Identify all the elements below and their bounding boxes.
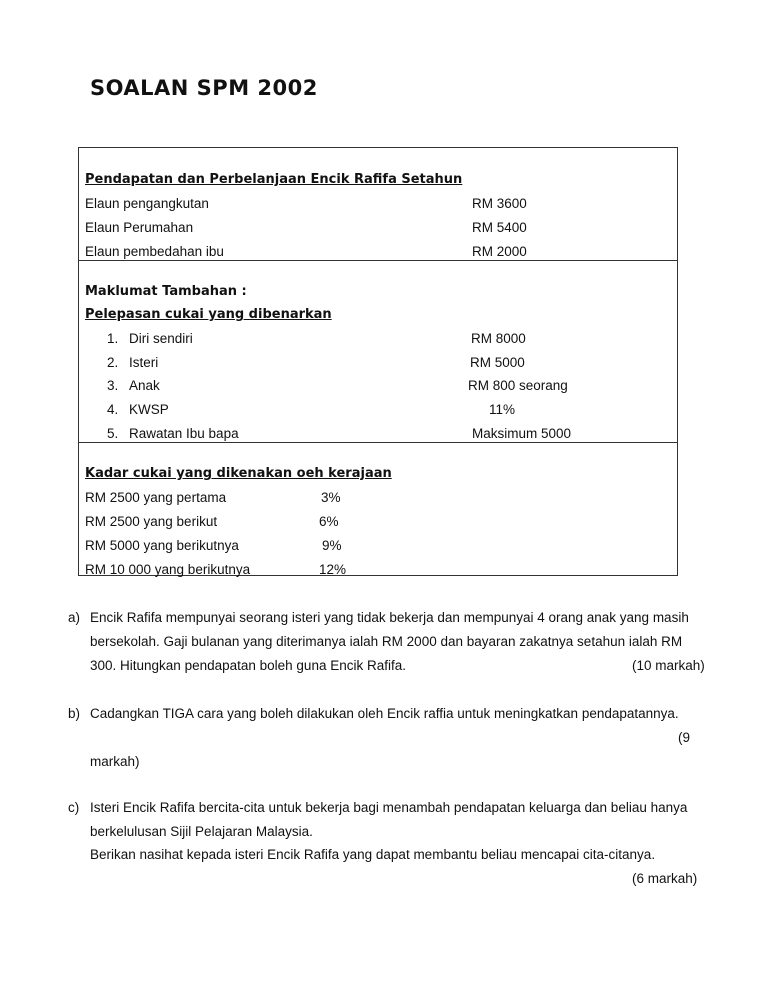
question-b-text: Cadangkan TIGA cara yang boleh dilakukan oleh Encik raffia untuk meningkatkan pendapatannya. bbox=[90, 706, 679, 721]
income-row-label: Elaun pembedahan ibu bbox=[85, 244, 224, 259]
question-a-text: Encik Rafifa mempunyai seorang isteri yang tidak bekerja dan mempunyai 4 orang anak yang masih bbox=[90, 610, 689, 625]
relief-item-number: 1. bbox=[107, 331, 119, 346]
relief-item-number: 5. bbox=[107, 426, 119, 441]
relief-item-value: RM 5000 bbox=[470, 355, 525, 370]
income-row-value: RM 5400 bbox=[472, 220, 527, 235]
section-divider bbox=[79, 442, 677, 443]
relief-item-number: 2. bbox=[107, 355, 119, 370]
tax-rate-value: 3% bbox=[321, 490, 341, 505]
income-row-value: RM 3600 bbox=[472, 196, 527, 211]
relief-item-label: Isteri bbox=[129, 355, 159, 370]
relief-item-label: Diri sendiri bbox=[129, 331, 193, 346]
tax-rate-value: 9% bbox=[322, 538, 342, 553]
relief-item-label: KWSP bbox=[129, 402, 169, 417]
tax-relief-heading: Pelepasan cukai yang dibenarkan bbox=[85, 307, 332, 322]
tax-rate-value: 6% bbox=[319, 514, 339, 529]
relief-item-value: 11% bbox=[489, 402, 516, 417]
question-a-letter: a) bbox=[68, 610, 81, 625]
income-heading: Pendapatan dan Perbelanjaan Encik Rafifa Setahun bbox=[85, 172, 463, 187]
section-divider bbox=[79, 260, 677, 261]
relief-item-number: 4. bbox=[107, 402, 119, 417]
question-c-text: berkelulusan Sijil Pelajaran Malaysia. bbox=[90, 824, 313, 839]
question-a-text: bersekolah. Gaji bulanan yang diterimanya ialah RM 2000 dan bayaran zakatnya setahun ialah RM bbox=[90, 634, 683, 649]
income-row-label: Elaun Perumahan bbox=[85, 220, 194, 235]
tax-rate-label: RM 10 000 yang berikutnya bbox=[85, 562, 251, 577]
question-c-letter: c) bbox=[68, 800, 80, 815]
question-b-marks: (9 bbox=[678, 730, 691, 745]
tax-rate-label: RM 2500 yang pertama bbox=[85, 490, 227, 505]
additional-info-heading: Maklumat Tambahan : bbox=[85, 284, 247, 299]
income-row-label: Elaun pengangkutan bbox=[85, 196, 209, 211]
tax-rate-label: RM 2500 yang berikut bbox=[85, 514, 218, 529]
question-c-marks: (6 markah) bbox=[632, 871, 698, 886]
income-row-value: RM 2000 bbox=[472, 244, 527, 259]
info-table bbox=[78, 147, 678, 576]
relief-item-value: Maksimum 5000 bbox=[472, 426, 572, 441]
relief-item-value: RM 800 seorang bbox=[468, 378, 568, 393]
question-a-marks: (10 markah) bbox=[632, 658, 705, 673]
relief-item-label: Anak bbox=[129, 378, 160, 393]
relief-item-label: Rawatan Ibu bapa bbox=[129, 426, 239, 441]
question-c-text: Berikan nasihat kepada isteri Encik Rafifa yang dapat membantu beliau mencapai cita-citanya. bbox=[90, 847, 656, 862]
tax-rate-heading: Kadar cukai yang dikenakan oeh kerajaan bbox=[85, 466, 392, 481]
question-b-letter: b) bbox=[68, 706, 81, 721]
question-a-text: 300. Hitungkan pendapatan boleh guna Encik Rafifa. bbox=[90, 658, 406, 673]
relief-item-value: RM 8000 bbox=[471, 331, 526, 346]
relief-item-number: 3. bbox=[107, 378, 119, 393]
page-title: SOALAN SPM 2002 bbox=[90, 76, 318, 100]
question-c-text: Isteri Encik Rafifa bercita-cita untuk bekerja bagi menambah pendapatan keluarga dan beliau hanya bbox=[90, 800, 688, 815]
tax-rate-value: 12% bbox=[319, 562, 347, 577]
question-b-marks-end: markah) bbox=[90, 754, 140, 769]
tax-rate-label: RM 5000 yang berikutnya bbox=[85, 538, 239, 553]
